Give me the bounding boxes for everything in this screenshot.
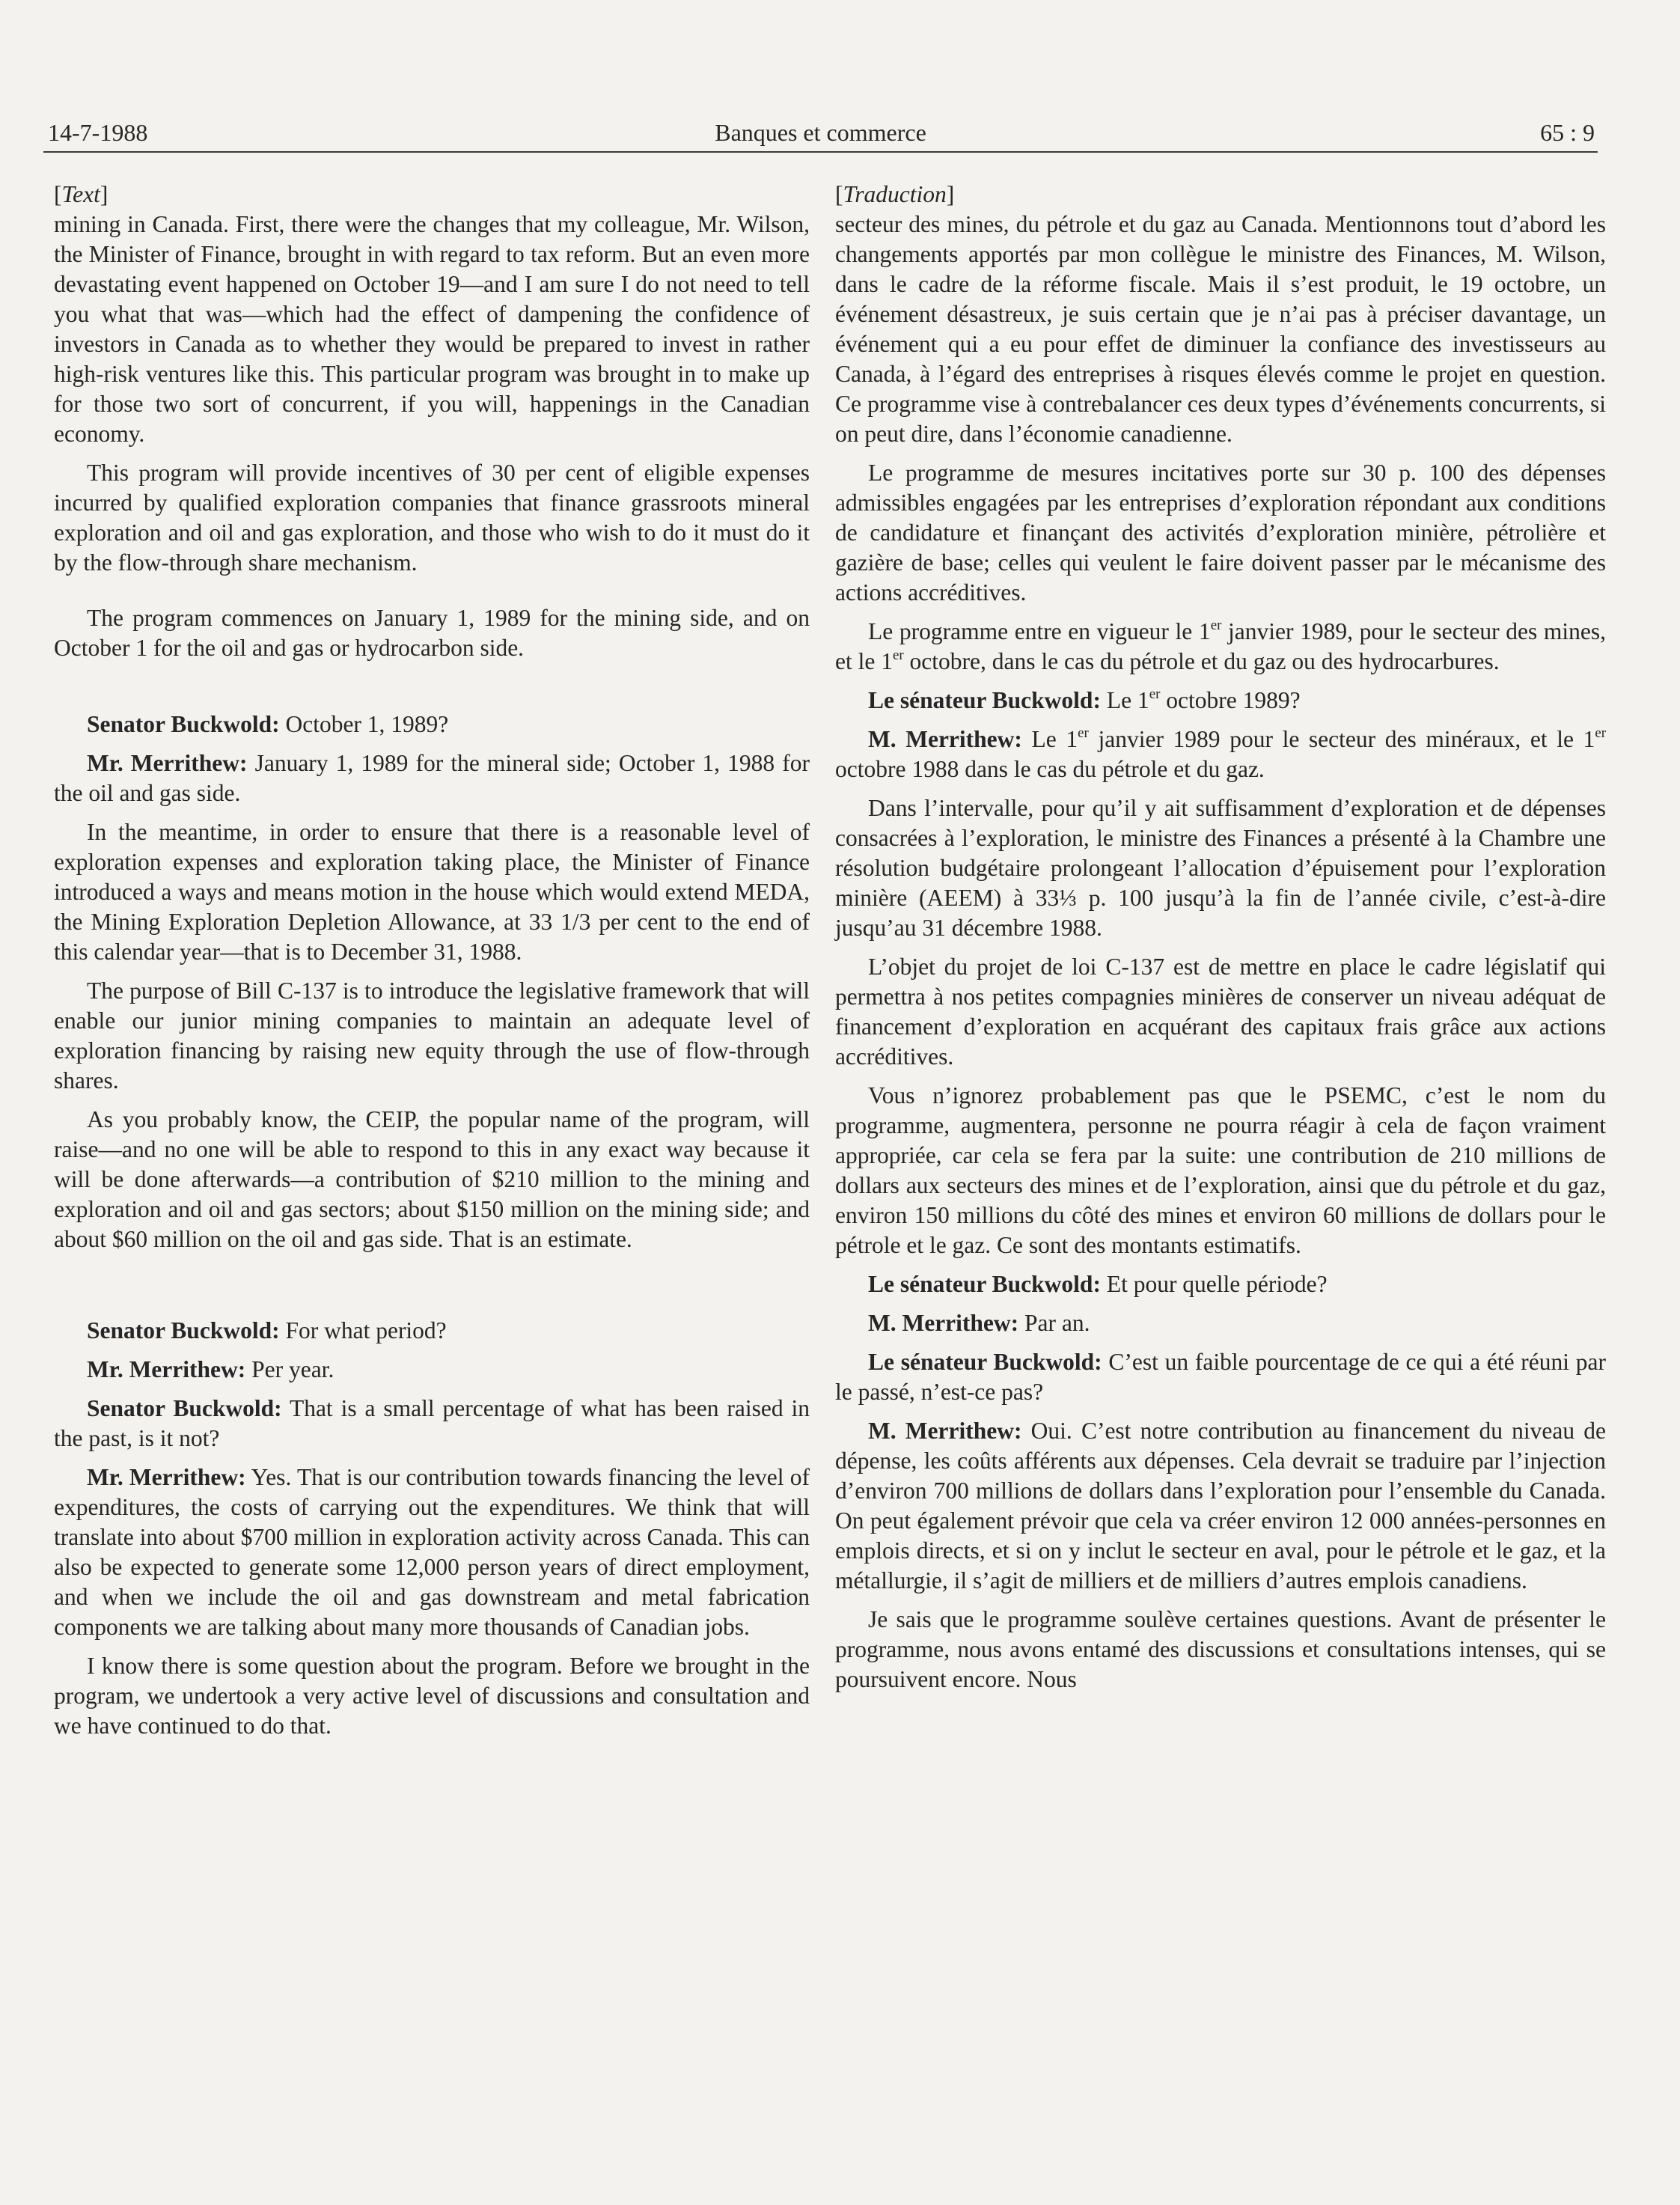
speaker-turn: M. Merrithew: Le 1er janvier 1989 pour le secteur des minéraux, et le 1er octobre 1988 dans le cas du pétrole et du gaz. [835, 725, 1606, 782]
speaker-name: Mr. Merrithew: [87, 1356, 246, 1382]
speaker-turn: Le sénateur Buckwold: C’est un faible pourcentage de ce qui a été réuni par le passé, n’est-ce pas? [835, 1349, 1606, 1405]
paragraph: The program commences on January 1, 1989 for the mining side, and on October 1 for the oil and gas or hydrocarbon side. [54, 605, 810, 661]
speaker-name: Le sénateur Buckwold: [868, 1271, 1101, 1297]
speaker-name: Mr. Merrithew: [87, 1464, 246, 1490]
paragraph: Je sais que le programme soulève certaines questions. Avant de présenter le programme, nous avons entamé des discussions et consultations intenses, qui se poursuivent encore. Nous [835, 1606, 1606, 1692]
speaker-name: M. Merrithew: [868, 1310, 1019, 1336]
paragraph: I know there is some question about the program. Before we brought in the program, we undertook a very active level of discussions and consultation and we have continued to do that. [54, 1653, 810, 1739]
speaker-turn: M. Merrithew: Oui. C’est notre contribution au financement du niveau de dépense, les coûts afférents aux dépenses. Cela devrait se traduire par l’injection d’environ 700 millions de dollars dans l’exploration pour l’ensemble du Canada. On peut également prévoir que cela va créer environ 12 000 années-personnes en emplois directs, et si on y inclut le secteur en aval, pour le pétrole et le gaz, et la métallurgie, il s’agit de milliers et de milliers d’autres emplois canadiens. [835, 1418, 1606, 1593]
speaker-turn: Senator Buckwold: For what period? [87, 1317, 447, 1344]
english-column [54, 180, 810, 1750]
paragraph: As you probably know, the CEIP, the popular name of the program, will raise—and no one will be able to respond to this in any exact way because it will be done afterwards—a contribution of $210 million to the mining and exploration and oil and gas sectors; about $150 million on the mining side; and about $60 million on the oil and gas side. That is an estimate. [54, 1106, 810, 1252]
speaker-name: Mr. Merrithew: [87, 750, 248, 776]
speaker-turn: Mr. Merrithew: Per year. [87, 1356, 335, 1382]
speaker-turn: Senator Buckwold: That is a small percentage of what has been raised in the past, is it not? [54, 1395, 810, 1451]
paragraph: The purpose of Bill C-137 is to introduce the legislative framework that will enable our junior mining companies to maintain an adequate level of exploration financing by raising new equity through the use of flow-through shares. [54, 978, 810, 1094]
speaker-turn: Mr. Merrithew: Yes. That is our contribution towards financing the level of expenditures, the costs of carrying out the expenditures. We think that will translate into about $700 million in exploration activity across Canada. This can also be expected to generate some 12,000 person years of direct employment, and when we include the oil and gas downstream and metal fabrication components we are talking about many more thousands of Canadian jobs. [54, 1464, 810, 1640]
paragraph: mining in Canada. First, there were the changes that my colleague, Mr. Wilson, the Minister of Finance, brought in with regard to tax reform. But an even more devastating event happened on October 19—and I am sure I do not need to tell you what that was—which had the effect of dampening the confidence of investors in Canada as to whether they would be prepared to invest in rather high-risk ventures like this. This particular program was brought in to make up for those two sort of concurrent, if you will, happenings in the Canadian economy. [54, 211, 810, 447]
paragraph: This program will provide incentives of 30 per cent of eligible expenses incurred by qualified exploration companies that finance grassroots mineral exploration and oil and gas exploration, and those who wish to do it must do it by the flow-through share mechanism. [54, 460, 810, 576]
paragraph: Vous n’ignorez probablement pas que le PSEMC, c’est le nom du programme, augmentera, personne ne pourra réagir à cela de façon vraiment appropriée, car cela se fera par la suite: une contribution de 210 millions de dollars aux secteurs des mines et de l’exploration, ainsi que du pétrole et du gaz, environ 150 millions du côté des mines et environ 60 millions de dollars pour le pétrole et le gaz. Ce sont des montants estimatifs. [835, 1082, 1606, 1258]
speaker-name: Senator Buckwold: [87, 711, 280, 737]
paragraph: Le programme entre en vigueur le 1er janvier 1989, pour le secteur des mines, et le 1er octobre, dans le cas du pétrole et du gaz ou des hydrocarbures. [835, 617, 1606, 674]
language-tag: [Traduction] [835, 181, 955, 207]
paragraph: In the meantime, in order to ensure that there is a reasonable level of exploration expenses and exploration taking place, the Minister of Finance introduced a ways and means motion in the house which would extend MEDA, the Mining Exploration Depletion Allowance, at 33 1/3 per cent to the end of this calendar year—that is to December 31, 1988. [54, 819, 810, 965]
speaker-name: M. Merrithew: [868, 1418, 1022, 1444]
header-date: 14-7-1988 [48, 119, 148, 146]
page-header [43, 105, 1598, 153]
paragraph: secteur des mines, du pétrole et du gaz au Canada. Mentionnons tout d’abord les changements apportés par mon collègue le ministre des Finances, M. Wilson, dans le cadre de la réforme fiscale. Mais il s’est produit, le 19 octobre, un événement désastreux, je suis certain que je n’ai pas à préciser davantage, un événement qui a eu pour effet de diminuer la confiance des investisseurs au Canada, à l’égard des entreprises à risques élevés comme le projet en question. Ce programme vise à contrebalancer ces deux types d’événements concurrents, si on peut dire, dans l’économie canadienne. [835, 211, 1606, 447]
header-page-number: 65 : 9 [1540, 119, 1595, 146]
header-title: Banques et commerce [715, 119, 926, 146]
speaker-turn: M. Merrithew: Par an. [868, 1310, 1090, 1336]
paragraph: L’objet du projet de loi C-137 est de mettre en place le cadre législatif qui permettra à nos petites compagnies minières de conserver un niveau adéquat de financement d’exploration en acquérant des capitaux frais grâce aux actions accréditives. [835, 954, 1606, 1070]
language-tag: [Text] [54, 181, 109, 207]
french-column [835, 180, 1606, 1704]
speaker-name: Senator Buckwold: [87, 1395, 282, 1421]
speaker-name: Le sénateur Buckwold: [868, 1349, 1102, 1375]
paragraph: Le programme de mesures incitatives porte sur 30 p. 100 des dépenses admissibles engagées par les entreprises d’exploration répondant aux conditions de candidature et finançant des activités d’exploration minière, pétrolière et gazière de base; celles qui veulent le faire doivent passer par le mécanisme des actions accréditives. [835, 460, 1606, 606]
speaker-turn: Le sénateur Buckwold: Et pour quelle période? [868, 1271, 1328, 1297]
speaker-name: Le sénateur Buckwold: [868, 687, 1101, 713]
speaker-name: Senator Buckwold: [87, 1317, 280, 1344]
speaker-turn: Senator Buckwold: October 1, 1989? [87, 711, 449, 737]
speaker-name: M. Merrithew: [868, 726, 1022, 752]
speaker-turn: Mr. Merrithew: January 1, 1989 for the mineral side; October 1, 1988 for the oil and gas side. [54, 750, 810, 806]
paragraph: Dans l’intervalle, pour qu’il y ait suffisamment d’exploration et de dépenses consacrées à l’exploration, le ministre des Finances a présenté à la Chambre une résolution budgétaire prolongeant l’allocation d’épuisement pour l’exploration minière (AEEM) à 33⅓ p. 100 jusqu’à la fin de l’année civile, c’est-à-dire jusqu’au 31 décembre 1988. [835, 795, 1606, 941]
speaker-turn: Le sénateur Buckwold: Le 1er octobre 1989? [868, 686, 1301, 713]
